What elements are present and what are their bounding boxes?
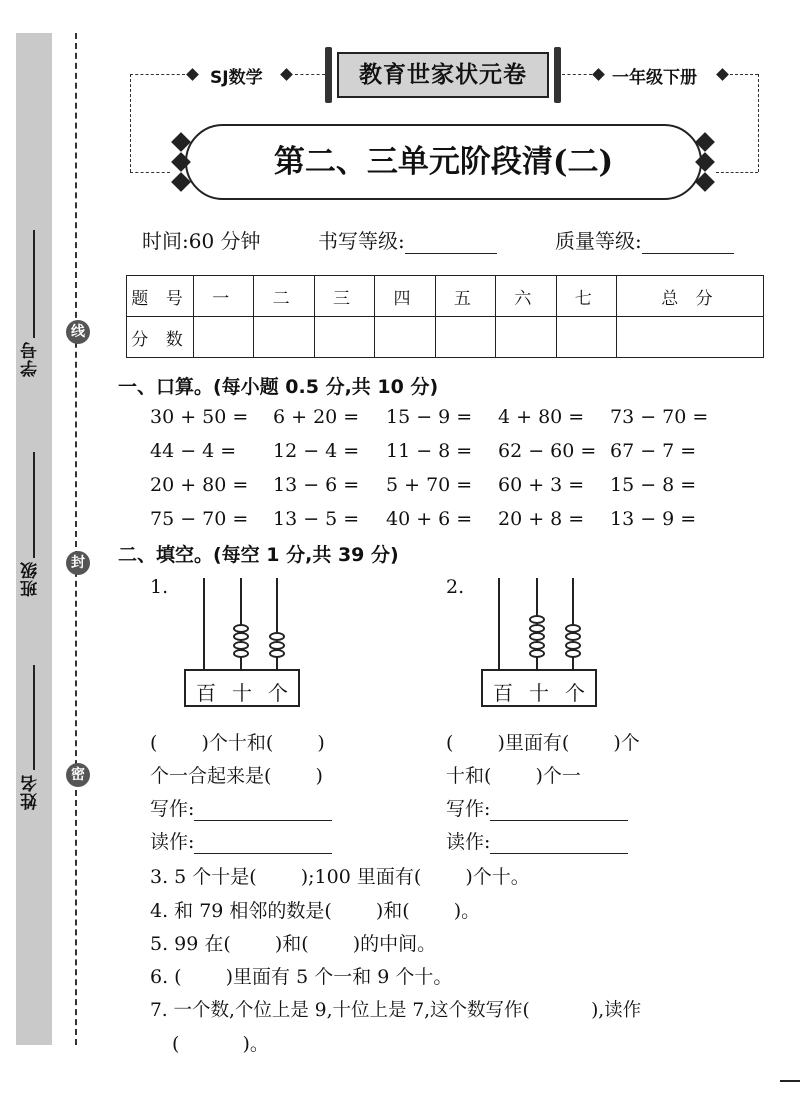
- header-frame-top-left: [130, 74, 185, 75]
- abacus-rod-hundreds: [203, 578, 205, 669]
- score-table-score-row: [127, 317, 764, 358]
- score-cell[interactable]: [496, 317, 556, 358]
- q4: 4. 和 79 相邻的数是( )和( )。: [150, 900, 481, 922]
- abacus-bead: [529, 649, 545, 658]
- read-label: 读作:: [446, 831, 491, 853]
- scroll-rod-right: [554, 47, 561, 103]
- calc-item: 4 + 80 =: [498, 406, 585, 428]
- abacus-label: 百: [196, 681, 216, 705]
- abacus-bead: [269, 632, 285, 641]
- abacus-label: 十: [529, 681, 549, 705]
- calc-item: 30 + 50 =: [150, 406, 249, 428]
- calc-item: 20 + 8 =: [498, 508, 585, 530]
- abacus-bead: [529, 641, 545, 650]
- q1-number: 1.: [150, 576, 169, 598]
- score-cell[interactable]: [435, 317, 495, 358]
- score-header-cell: 题 号: [127, 276, 194, 317]
- read-label: 读作:: [150, 831, 195, 853]
- calc-item: 15 − 9 =: [386, 406, 473, 428]
- calc-item: 40 + 6 =: [386, 508, 473, 530]
- section2-title: 二、填空。(每空 1 分,共 39 分): [118, 544, 399, 566]
- header-frame-right: [758, 74, 759, 172]
- name-blank: [33, 665, 35, 770]
- abacus-rod-hundreds: [498, 578, 500, 669]
- calc-item: 73 − 70 =: [610, 406, 709, 428]
- answer-blank[interactable]: [490, 802, 628, 821]
- calc-item: 60 + 3 =: [498, 474, 585, 496]
- header-frame-top-right: [730, 74, 758, 75]
- abacus-label: 十: [232, 681, 252, 705]
- calc-item: 13 − 9 =: [610, 508, 697, 530]
- q2-write: [446, 794, 628, 821]
- calc-item: 44 − 4 =: [150, 440, 237, 462]
- abacus-label: 个: [268, 681, 288, 705]
- abacus-bead: [269, 641, 285, 650]
- seal-seal: 封: [66, 551, 90, 575]
- calc-item: 13 − 5 =: [273, 508, 360, 530]
- abacus-base: [184, 669, 300, 707]
- write-label: 写作:: [150, 798, 195, 820]
- calc-item: 20 + 80 =: [150, 474, 249, 496]
- abacus-bead: [565, 624, 581, 633]
- answer-blank[interactable]: [194, 802, 332, 821]
- q7-line1: 7. 一个数,个位上是 9,十位上是 7,这个数写作( ),读作: [150, 1000, 642, 1021]
- subject-tag: SJ数学: [210, 68, 263, 88]
- calc-item: 67 − 7 =: [610, 440, 697, 462]
- brand-scroll: [325, 47, 561, 103]
- writing-grade-label: 书写等级:: [318, 229, 405, 253]
- brand-title: 教育世家状元卷: [359, 62, 527, 88]
- score-cell[interactable]: [616, 317, 763, 358]
- page-corner-mark: [780, 1080, 800, 1082]
- diamond-icon: [592, 68, 605, 81]
- score-header-cell: 总 分: [616, 276, 763, 317]
- calc-item: 13 − 6 =: [273, 474, 360, 496]
- diamond-icon: [186, 68, 199, 81]
- answer-blank[interactable]: [194, 835, 332, 854]
- score-header-cell: 五: [435, 276, 495, 317]
- header-frame-top-mid: [295, 74, 325, 75]
- page-title: 第二、三单元阶段清(二): [273, 144, 614, 180]
- writing-grade: [318, 225, 497, 254]
- score-row-label: 分 数: [127, 317, 194, 358]
- abacus-bead: [529, 632, 545, 641]
- score-header-cell: 七: [556, 276, 616, 317]
- calc-item: 12 − 4 =: [273, 440, 360, 462]
- q2-read: [446, 827, 628, 854]
- score-cell[interactable]: [194, 317, 254, 358]
- score-header-cell: 三: [314, 276, 374, 317]
- diamond-icon: [280, 68, 293, 81]
- q1-line2: 个一合起来是( ): [150, 765, 323, 787]
- score-table: [126, 275, 764, 358]
- header-frame-bottom-right: [716, 172, 758, 173]
- quality-grade-blank[interactable]: [642, 233, 734, 254]
- calc-item: 11 − 8 =: [386, 440, 473, 462]
- abacus-bead: [233, 624, 249, 633]
- abacus-label: 个: [565, 681, 585, 705]
- abacus-bead: [233, 632, 249, 641]
- quality-grade-label: 质量等级:: [555, 229, 642, 253]
- header-frame-left: [130, 74, 131, 172]
- q2-line2: 十和( )个一: [446, 765, 581, 787]
- time-limit: 时间:60 分钟: [142, 229, 261, 253]
- class-label: 班级: [21, 561, 41, 597]
- score-cell[interactable]: [254, 317, 314, 358]
- abacus-bead: [565, 649, 581, 658]
- seal-secret: 密: [66, 763, 90, 787]
- score-header-cell: 六: [496, 276, 556, 317]
- q7-line2: ( )。: [172, 1033, 269, 1055]
- seal-line: 线: [66, 320, 90, 344]
- header-frame-bottom-left: [130, 172, 170, 173]
- score-header-cell: 二: [254, 276, 314, 317]
- q3: 3. 5 个十是( );100 里面有( )个十。: [150, 866, 530, 888]
- quality-grade: [555, 225, 734, 254]
- header-frame-top-mid-right: [562, 74, 592, 75]
- calc-item: 6 + 20 =: [273, 406, 360, 428]
- q5: 5. 99 在( )和( )的中间。: [150, 933, 437, 955]
- grade-tag: 一年级下册: [612, 68, 697, 88]
- abacus-bead: [233, 641, 249, 650]
- section1-title: 一、口算。(每小题 0.5 分,共 10 分): [118, 376, 439, 398]
- score-cell[interactable]: [375, 317, 435, 358]
- abacus-bead: [269, 649, 285, 658]
- abacus-base: [481, 669, 597, 707]
- abacus-bead: [565, 632, 581, 641]
- calc-item: 15 − 8 =: [610, 474, 697, 496]
- class-blank: [33, 452, 35, 558]
- q1-line1: ( )个十和( ): [150, 732, 325, 754]
- writing-grade-blank[interactable]: [405, 233, 497, 254]
- score-table-header-row: [127, 276, 764, 317]
- student-id-blank: [33, 230, 35, 338]
- score-header-cell: 四: [375, 276, 435, 317]
- q2-number: 2.: [446, 576, 465, 598]
- write-label: 写作:: [446, 798, 491, 820]
- abacus-bead: [529, 624, 545, 633]
- student-id-label: 学号: [21, 341, 41, 377]
- abacus-bead: [565, 641, 581, 650]
- calc-item: 75 − 70 =: [150, 508, 249, 530]
- abacus-label: 百: [493, 681, 513, 705]
- abacus-bead: [529, 615, 545, 624]
- abacus-bead: [233, 649, 249, 658]
- calc-item: 5 + 70 =: [386, 474, 473, 496]
- q1-write: [150, 794, 332, 821]
- q6: 6. ( )里面有 5 个一和 9 个十。: [150, 966, 453, 988]
- answer-blank[interactable]: [490, 835, 628, 854]
- q1-read: [150, 827, 332, 854]
- score-cell[interactable]: [314, 317, 374, 358]
- cut-line: [75, 33, 77, 1045]
- calc-item: 62 − 60 =: [498, 440, 597, 462]
- scroll-rod-left: [325, 47, 332, 103]
- name-label: 姓名: [21, 774, 41, 811]
- score-header-cell: 一: [194, 276, 254, 317]
- diamond-icon: [716, 68, 729, 81]
- score-cell[interactable]: [556, 317, 616, 358]
- q2-line1: ( )里面有( )个: [446, 732, 640, 754]
